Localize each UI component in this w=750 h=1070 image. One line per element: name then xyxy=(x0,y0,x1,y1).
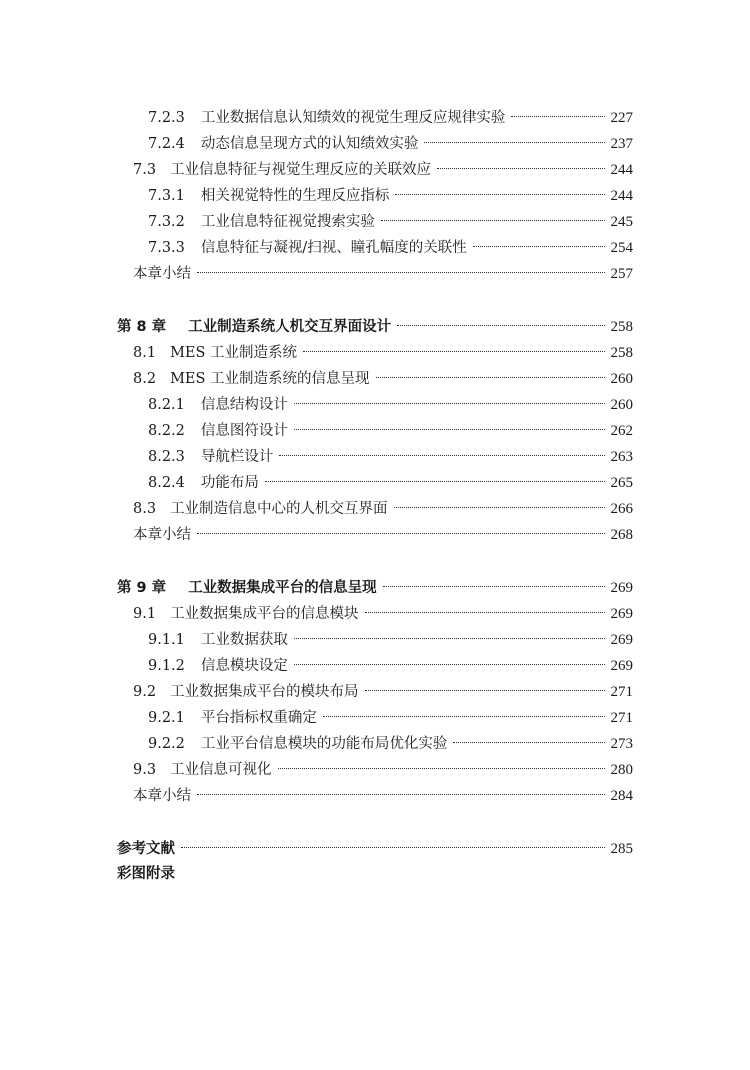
entry-title: 工业信息特征视觉搜索实验 xyxy=(200,214,375,230)
entry-title: 本章小结 xyxy=(133,527,191,543)
entry-number: 7.2.4 xyxy=(148,136,185,152)
entry-title: 相关视觉特性的生理反应指标 xyxy=(200,188,390,204)
entry-title: 功能布局 xyxy=(200,475,259,491)
entry-title: 信息模块设定 xyxy=(200,658,288,674)
entry-title: 信息特征与凝视/扫视、瞳孔幅度的关联性 xyxy=(200,240,467,256)
entry-number: 8.2 xyxy=(133,371,157,387)
entry-page: 227 xyxy=(610,110,633,126)
leader-dots xyxy=(197,272,605,273)
entry-page: 258 xyxy=(610,345,633,361)
entry-page: 269 xyxy=(610,632,633,648)
leader-dots xyxy=(473,246,605,247)
entry-page: 269 xyxy=(610,606,633,622)
entry-page: 245 xyxy=(610,214,633,230)
entry-number: 9.1.1 xyxy=(148,632,185,648)
entry-page: 260 xyxy=(610,371,633,387)
toc-entry xyxy=(0,237,633,259)
entry-page: 237 xyxy=(610,136,633,152)
toc-entry xyxy=(0,107,633,129)
leader-dots xyxy=(303,351,604,352)
toc-chapter-entry xyxy=(0,577,633,599)
entry-title: 本章小结 xyxy=(133,788,191,804)
entry-page: 244 xyxy=(610,188,633,204)
entry-number: 9.2.1 xyxy=(148,710,185,726)
leader-dots xyxy=(437,168,604,169)
entry-number: 9.2.2 xyxy=(148,736,185,752)
entry-title: 动态信息呈现方式的认知绩效实验 xyxy=(200,136,419,152)
entry-title: 工业数据获取 xyxy=(200,632,288,648)
entry-number: 7.3.2 xyxy=(148,214,185,230)
entry-page: 269 xyxy=(610,580,633,596)
references-title: 参考文献 xyxy=(117,841,175,857)
toc-entry xyxy=(0,759,633,781)
leader-dots xyxy=(381,220,605,221)
entry-page: 260 xyxy=(610,397,633,413)
toc-entry xyxy=(0,394,633,416)
leader-dots xyxy=(397,325,604,326)
entry-page: 273 xyxy=(610,736,633,752)
entry-page: 244 xyxy=(610,162,633,178)
entry-page: 271 xyxy=(610,684,633,700)
leader-dots xyxy=(197,533,605,534)
entry-title: 导航栏设计 xyxy=(200,449,274,465)
toc-entry xyxy=(0,733,633,755)
entry-number: 7.3 xyxy=(133,162,157,178)
entry-title: MES 工业制造系统的信息呈现 xyxy=(170,371,370,387)
toc-entry xyxy=(0,681,633,703)
entry-page: 285 xyxy=(610,841,633,857)
toc-references-entry xyxy=(0,838,633,860)
toc-entry xyxy=(0,159,633,181)
leader-dots xyxy=(365,690,605,691)
entry-page: 258 xyxy=(610,319,633,335)
entry-page: 262 xyxy=(610,423,633,439)
entry-number: 8.2.4 xyxy=(148,475,185,491)
toc-entry xyxy=(0,185,633,207)
leader-dots xyxy=(323,716,605,717)
leader-dots xyxy=(365,612,605,613)
entry-page: 266 xyxy=(610,501,633,517)
toc-entry xyxy=(0,211,633,233)
leader-dots xyxy=(181,847,605,848)
entry-title: 平台指标权重确定 xyxy=(200,710,317,726)
leader-dots xyxy=(511,116,604,117)
toc-entry xyxy=(0,629,633,651)
chapter-number: 第 9 章 xyxy=(117,580,167,596)
toc-entry xyxy=(0,524,633,546)
toc-entry xyxy=(0,446,633,468)
toc-entry xyxy=(0,342,633,364)
leader-dots xyxy=(279,455,604,456)
toc-entry xyxy=(0,603,633,625)
entry-page: 284 xyxy=(610,788,633,804)
color-appendix-entry: 彩图附录 xyxy=(117,866,175,882)
toc-entry xyxy=(0,785,633,807)
entry-page: 271 xyxy=(610,710,633,726)
toc-entry xyxy=(0,263,633,285)
entry-title: 信息结构设计 xyxy=(200,397,288,413)
entry-title: 工业数据集成平台的信息模块 xyxy=(170,606,359,622)
leader-dots xyxy=(383,586,605,587)
entry-number: 8.3 xyxy=(133,501,157,517)
entry-title: 工业制造信息中心的人机交互界面 xyxy=(170,501,388,517)
entry-title: 本章小结 xyxy=(133,266,191,282)
entry-page: 263 xyxy=(610,449,633,465)
toc-entry xyxy=(0,472,633,494)
leader-dots xyxy=(294,638,605,639)
leader-dots xyxy=(294,664,605,665)
entry-number: 8.2.1 xyxy=(148,397,185,413)
entry-number: 8.1 xyxy=(133,345,157,361)
entry-number: 8.2.2 xyxy=(148,423,185,439)
leader-dots xyxy=(278,768,605,769)
entry-title: 工业信息可视化 xyxy=(170,762,272,778)
toc-entry xyxy=(0,133,633,155)
leader-dots xyxy=(395,194,604,195)
entry-page: 257 xyxy=(610,266,633,282)
entry-number: 7.2.3 xyxy=(148,110,185,126)
entry-number: 7.3.1 xyxy=(148,188,185,204)
entry-page: 269 xyxy=(610,658,633,674)
toc-entry xyxy=(0,498,633,520)
leader-dots xyxy=(376,377,605,378)
entry-number: 9.3 xyxy=(133,762,157,778)
entry-page: 280 xyxy=(610,762,633,778)
leader-dots xyxy=(453,742,604,743)
toc-chapter-entry xyxy=(0,316,633,338)
entry-title: MES 工业制造系统 xyxy=(170,345,298,361)
entry-number: 9.2 xyxy=(133,684,157,700)
leader-dots xyxy=(424,142,604,143)
chapter-title: 工业制造系统人机交互界面设计 xyxy=(188,319,392,335)
entry-number: 9.1 xyxy=(133,606,157,622)
toc-entry xyxy=(0,707,633,729)
leader-dots xyxy=(394,507,605,508)
toc-entry xyxy=(0,368,633,390)
entry-title: 工业数据集成平台的模块布局 xyxy=(170,684,359,700)
chapter-number: 第 8 章 xyxy=(117,319,167,335)
entry-page: 268 xyxy=(610,527,633,543)
entry-title: 工业平台信息模块的功能布局优化实验 xyxy=(200,736,448,752)
entry-page: 254 xyxy=(610,240,633,256)
entry-title: 信息图符设计 xyxy=(200,423,288,439)
toc-entry xyxy=(0,655,633,677)
entry-number: 8.2.3 xyxy=(148,449,185,465)
leader-dots xyxy=(294,403,605,404)
leader-dots xyxy=(265,481,605,482)
leader-dots xyxy=(294,429,605,430)
entry-title: 工业信息特征与视觉生理反应的关联效应 xyxy=(170,162,432,178)
leader-dots xyxy=(197,794,605,795)
entry-number: 9.1.2 xyxy=(148,658,185,674)
toc-entry xyxy=(0,420,633,442)
entry-number: 7.3.3 xyxy=(148,240,185,256)
entry-page: 265 xyxy=(610,475,633,491)
entry-title: 工业数据信息认知绩效的视觉生理反应规律实验 xyxy=(200,110,506,126)
chapter-title: 工业数据集成平台的信息呈现 xyxy=(188,580,377,596)
